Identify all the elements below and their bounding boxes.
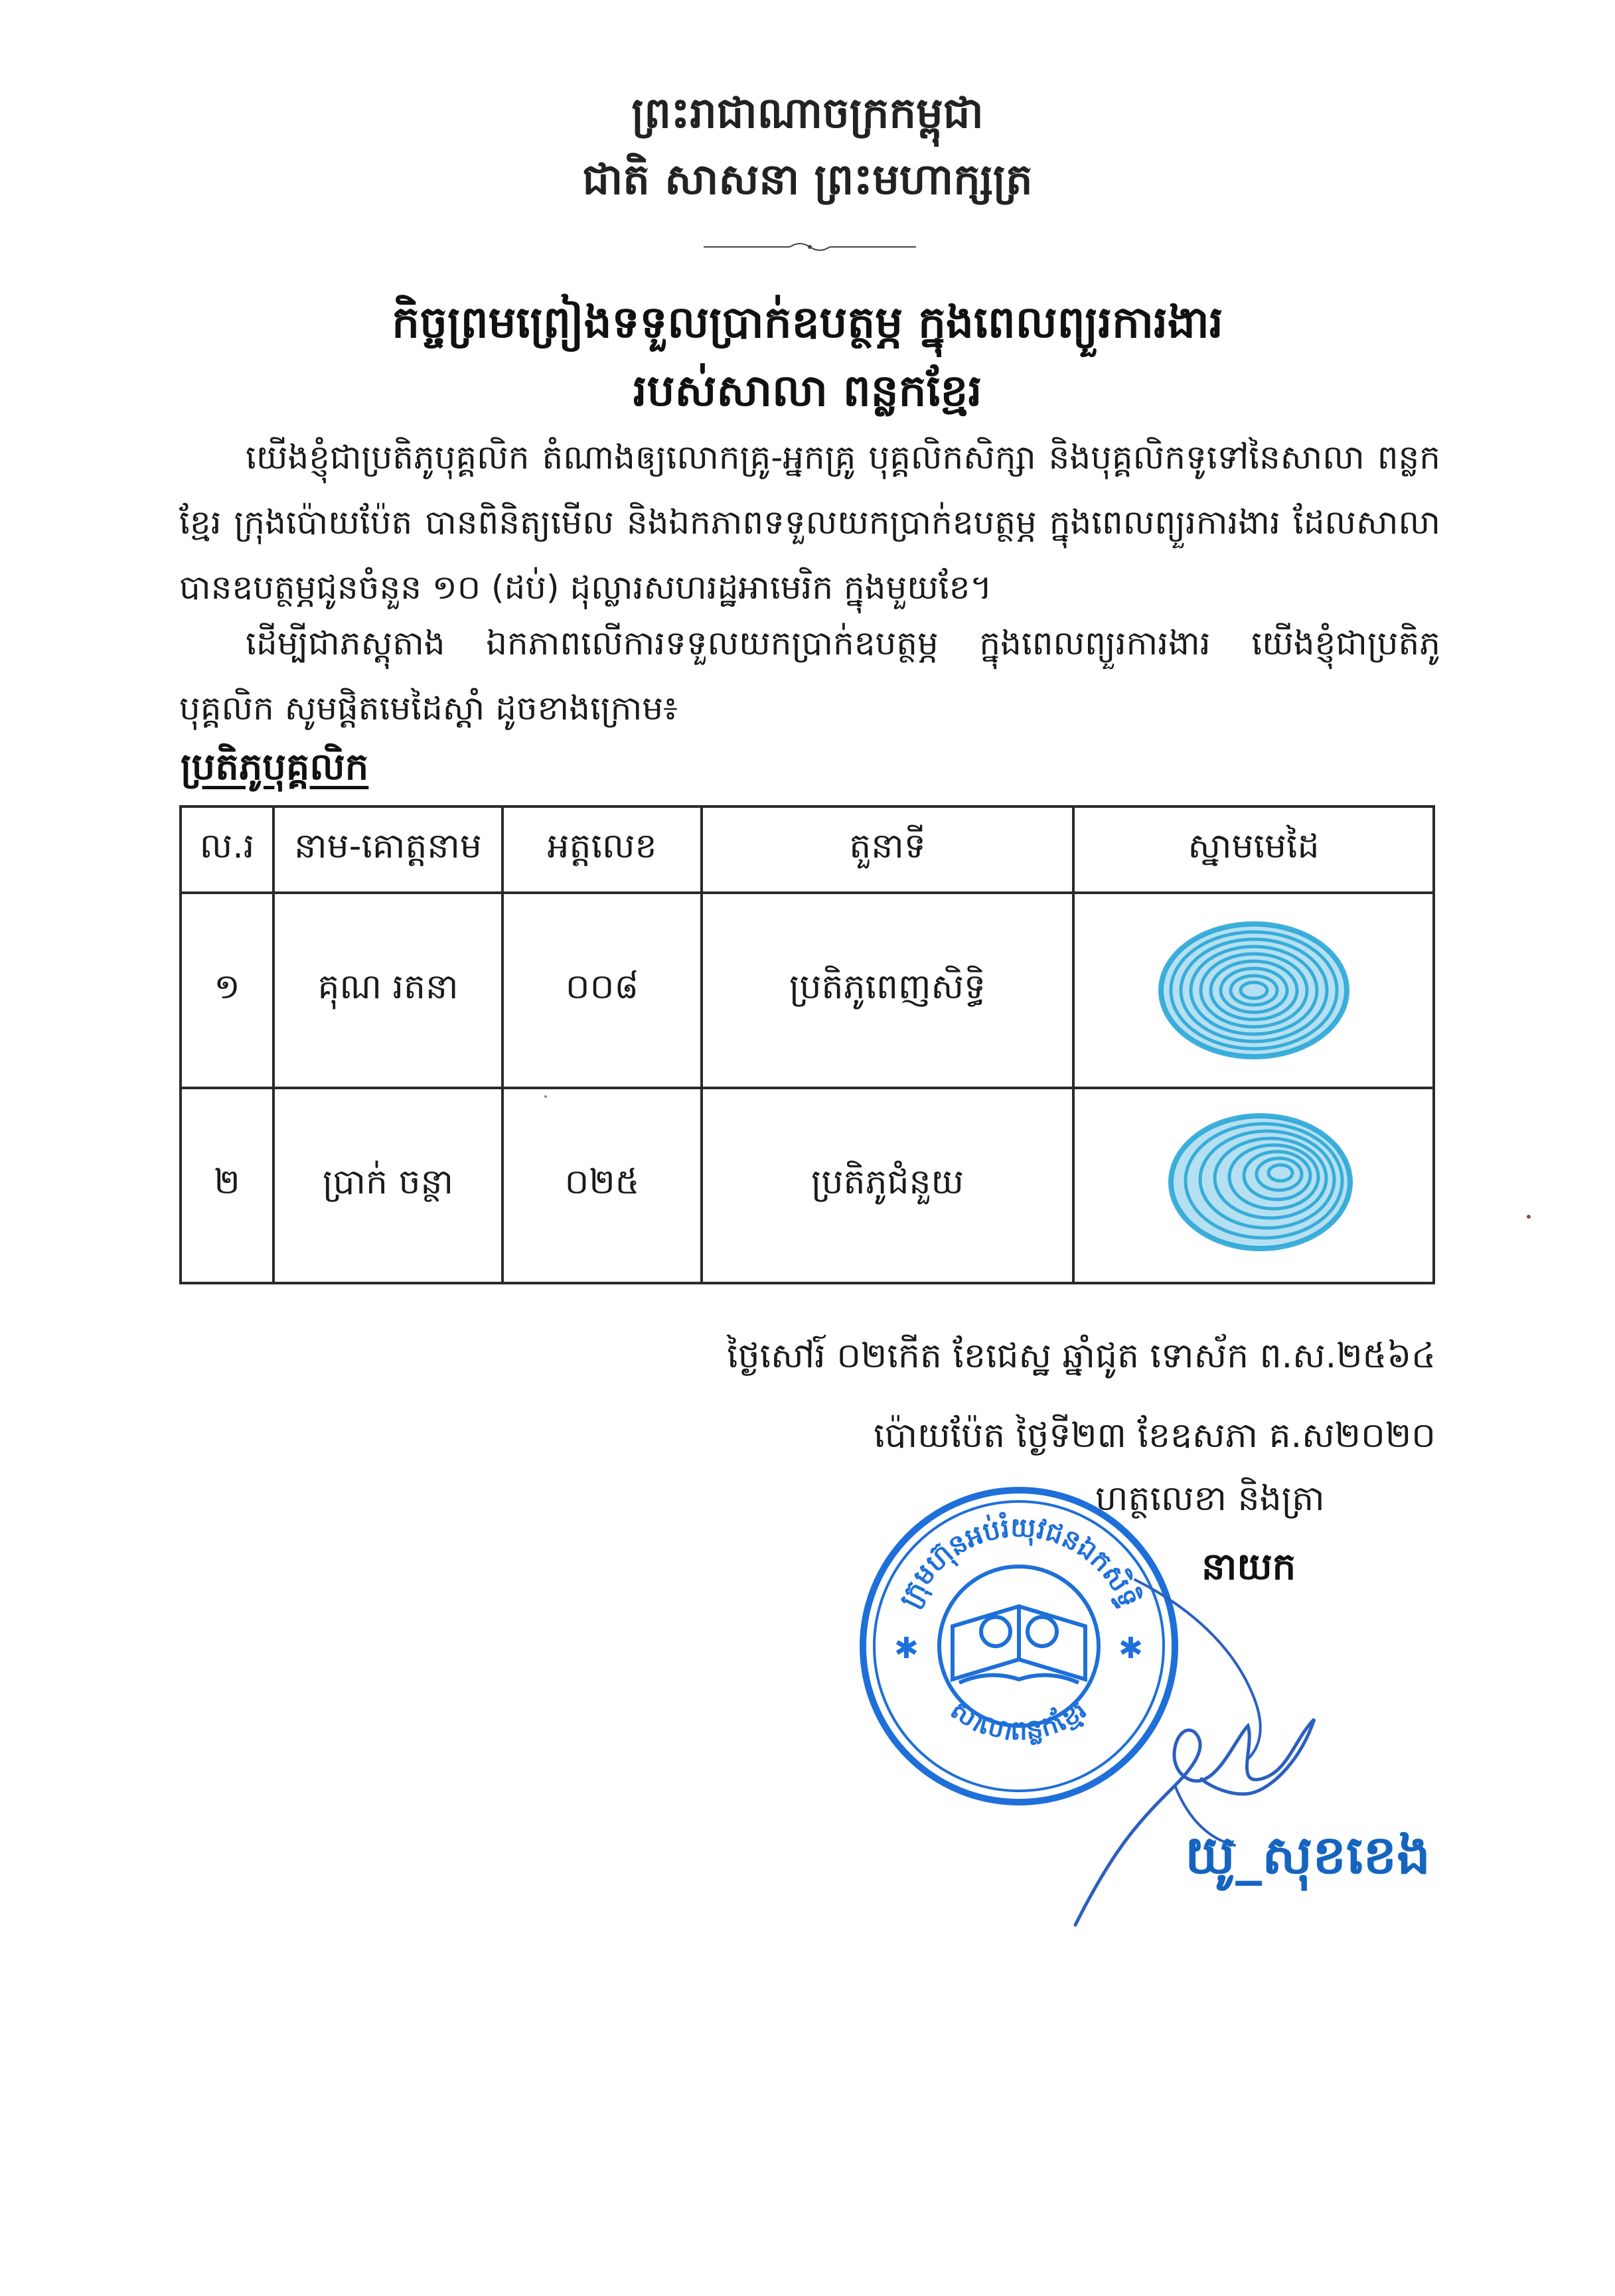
signer-name: យូ_សុខខេង: [1185, 1824, 1431, 1886]
staff-table: [179, 805, 1435, 1284]
paragraph-intro: យើងខ្ញុំជាប្រតិភូបុគ្គលិក តំណាងឲ្យលោកគ្រូ-អ្នកគ្រូ បុគ្គលិកសិក្សា និងបុគ្គលិកទូទៅនៃសាលា ពន្លកខ្មែរ ក្រុងប៉ោយប៉ែត បានពិនិត្យមើល និងឯកភាពទទួលយកប្រាក់ឧបត្ថម្ភ ក្នុងពេលព្យួរការងារ ដែលសាលាបានឧបត្ថម្ភជូនចំនួន ១០ (ដប់) ដុល្លារសហរដ្ឋអាមេរិក ក្នុងមួយខែ។: [179, 438, 1440, 607]
seal-text-bottom: សាលាពន្លកខ្មែរ: [945, 1694, 1093, 1747]
svg-text:✱: ✱: [894, 1632, 919, 1665]
national-motto: ជាតិ សាសនា ព្រះមហាក្សត្រ: [582, 155, 1033, 204]
table-header-row: [181, 806, 1434, 893]
kingdom-heading: ព្រះរាជាណាចក្រកម្ពុជា: [631, 89, 984, 138]
scan-speck: [1527, 1215, 1531, 1219]
row-name: គុណ រតនា: [273, 893, 502, 1088]
row-id: ០០៨: [502, 893, 702, 1088]
table-row: [181, 1088, 1434, 1283]
row-number: ២: [181, 1088, 273, 1283]
row-number: ១: [181, 893, 273, 1088]
paragraph-evidence: ដើម្បីជាភស្តុតាង ឯកភាពលើការទទួលយកប្រាក់ឧបត្ថម្ភ ក្នុងពេលព្យួរការងារ យើងខ្ញុំជាប្រតិភូបុគ្គលិក សូមផ្តិតមេដៃស្តាំ ដូចខាងក្រោម៖: [179, 624, 1440, 727]
header-no: ល.រ: [181, 806, 273, 893]
signature-label: ហត្ថលេខា និងត្រា: [1095, 1479, 1325, 1519]
document-title-line1: កិច្ចព្រមព្រៀងទទួលប្រាក់ឧបត្ថម្ភ ក្នុងពេលព្យួរការងារ: [392, 297, 1223, 348]
row-role: ប្រតិភូជំនួយ: [702, 1088, 1073, 1283]
seal-text-top: ក្រុមហ៊ុនអប់រំយុវជនឯកសិទ្ធិ: [893, 1512, 1144, 1612]
thumbprint-cell: [1073, 893, 1434, 1088]
header-role: តួនាទី: [702, 806, 1073, 893]
fingerprint-icon: [1154, 1109, 1353, 1262]
divider-ornament: [704, 239, 916, 255]
section-heading: ប្រតិភូបុគ្គលិក: [181, 745, 369, 789]
row-id: ០២៥: [502, 1088, 702, 1283]
header-thumbprint: ស្នាមមេដៃ: [1073, 806, 1434, 893]
document-title-line2: របស់សាលា ពន្លកខ្មែរ: [633, 365, 982, 416]
table-row: [181, 893, 1434, 1088]
header-id: អត្តលេខ: [502, 806, 702, 893]
solar-date: ប៉ោយប៉ែត ថ្ងៃទី២៣ ខែឧសភា គ.ស២០២០: [874, 1416, 1436, 1456]
row-role: ប្រតិភូពេញសិទ្ធិ: [702, 893, 1073, 1088]
scan-speck: [544, 1095, 547, 1098]
header-name: នាម-គោត្តនាម: [273, 806, 502, 893]
fingerprint-icon: [1154, 914, 1353, 1067]
lunar-date: ថ្ងៃសៅរ៍ ០២កើត ខែជេស្ឋ ឆ្នាំជូត ទោស័ក ព.ស.២៥៦៤: [727, 1336, 1436, 1376]
row-name: ប្រាក់ ចន្ថា: [273, 1088, 502, 1283]
thumbprint-cell: [1073, 1088, 1434, 1283]
director-title: នាយក: [1201, 1545, 1296, 1588]
svg-text:✱: ✱: [1118, 1632, 1143, 1665]
